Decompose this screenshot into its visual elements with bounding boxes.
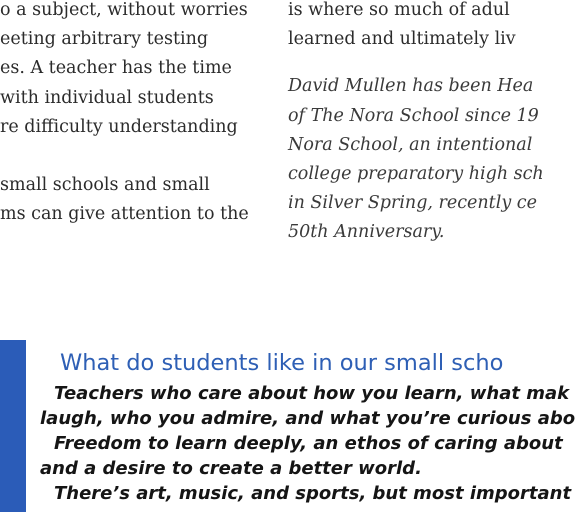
callout-line: Teachers who care about how you learn, what mak xyxy=(54,383,570,404)
callout-box xyxy=(40,345,575,512)
body-text-line: o a subject, without worries xyxy=(0,0,248,20)
author-bio-line: in Silver Spring, recently ce xyxy=(288,193,537,214)
callout-line: and a desire to create a better world. xyxy=(40,458,422,479)
right-column xyxy=(288,0,544,248)
author-bio-line: 50th Anniversary. xyxy=(288,222,445,243)
author-bio-line: of The Nora School since 19 xyxy=(288,105,539,126)
body-text-line: with individual students xyxy=(0,87,214,108)
author-bio-line: Nora School, an intentional xyxy=(288,134,533,155)
body-text-line: small schools and small xyxy=(0,175,210,196)
author-bio-line: college preparatory high sch xyxy=(288,163,544,184)
callout-accent-bar xyxy=(0,340,26,512)
body-text-line: re difficulty understanding xyxy=(0,116,238,137)
callout-body xyxy=(40,381,575,506)
body-text-line: learned and ultimately liv xyxy=(288,29,516,50)
body-text-line: es. A teacher has the time xyxy=(0,58,232,79)
body-text-line: ms can give attention to the xyxy=(0,204,249,225)
callout-title: What do students like in our small scho xyxy=(60,350,504,376)
callout-line: laugh, who you admire, and what you’re curious abo xyxy=(40,408,575,429)
author-bio-line: David Mullen has been Hea xyxy=(288,76,534,97)
paragraph-gap xyxy=(0,142,252,171)
left-column xyxy=(0,0,252,230)
callout-line: Freedom to learn deeply, an ethos of caring about xyxy=(54,433,563,454)
body-text-line: is where so much of adul xyxy=(288,0,510,20)
body-text-line: eeting arbitrary testing xyxy=(0,29,209,50)
callout-line: There’s art, music, and sports, but most important xyxy=(54,483,572,504)
